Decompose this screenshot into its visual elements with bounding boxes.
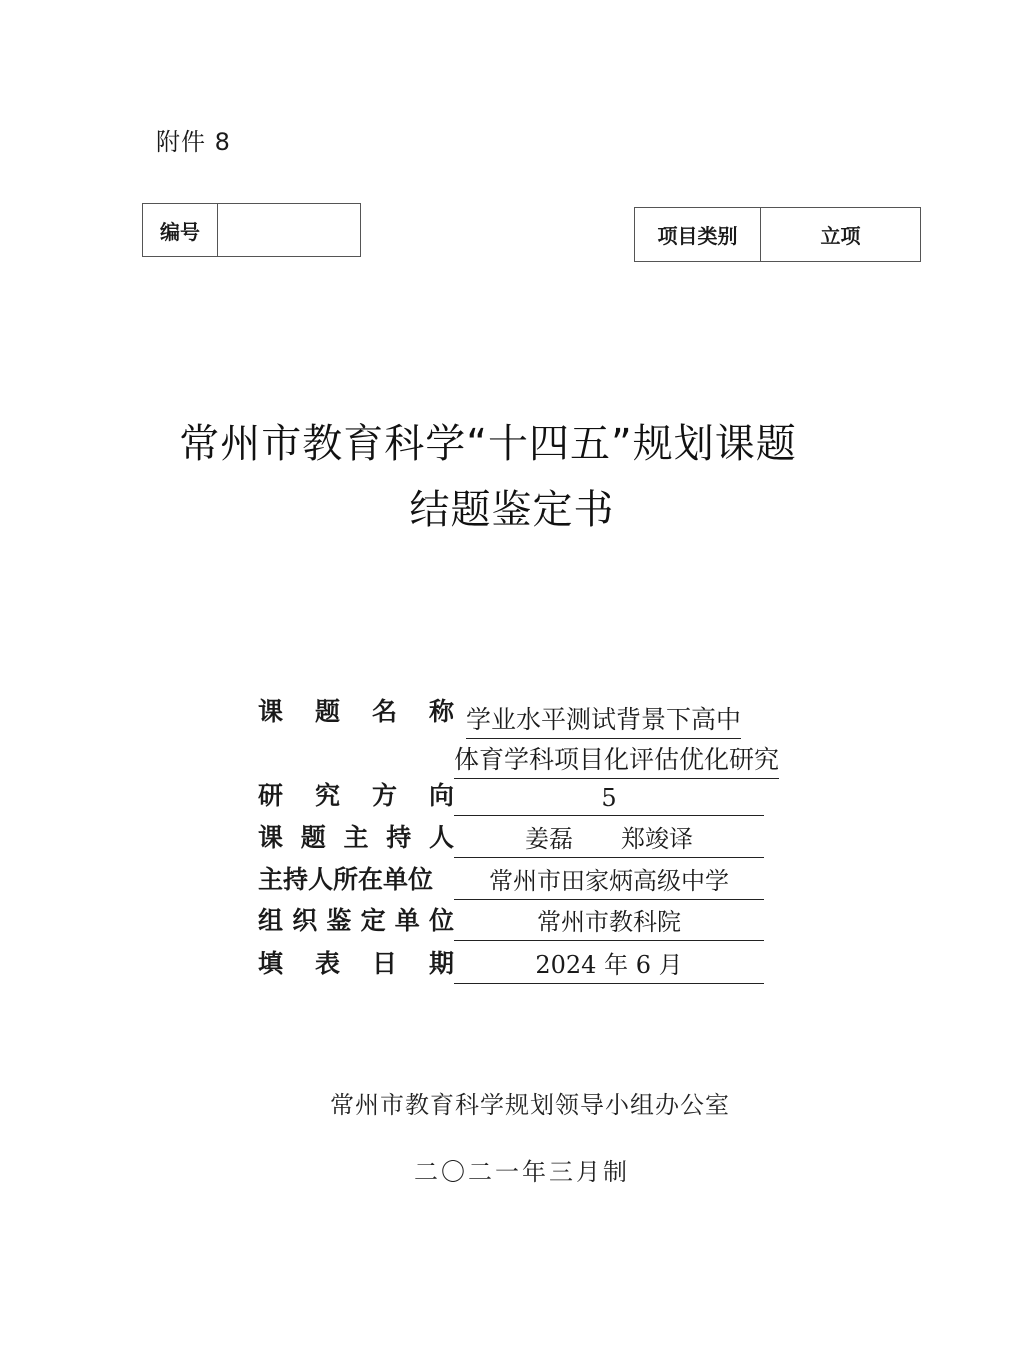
number-value [218,204,360,256]
document-subtitle: 结题鉴定书 [409,487,615,533]
number-box [142,203,361,257]
category-value: 立项 [820,224,861,248]
attachment-label: 附件 8 [156,128,231,156]
topic-label: 课 题 名 称 [258,697,454,726]
org-value: 常州市教科院 [454,902,764,941]
form-row-direction [258,778,764,816]
number-label: 编号 [143,204,218,256]
host-label: 课 题 主 持 人 [258,823,454,852]
category-label: 项目类别 [635,208,761,261]
form-row-topic [258,694,454,732]
made-date: 二〇二一年三月制 [414,1158,630,1186]
topic-value-line2: 体育学科项目化评估优化研究 [454,740,779,779]
date-value: 2024 年 6 月 [454,945,764,984]
document-title: 常州市教育科学“十四五”规划课题 [179,421,797,467]
form-row-date [258,946,764,984]
issuing-office: 常州市教育科学规划领导小组办公室 [330,1091,730,1119]
form-row-org [258,903,764,941]
unit-value: 常州市田家炳高级中学 [454,861,764,900]
host-value: 姜磊 郑竣译 [454,819,764,858]
form-row-host [258,820,764,858]
date-label: 填 表 日 期 [258,949,454,978]
direction-value: 5 [454,784,764,816]
org-label: 组 织 鉴 定 单 位 [258,906,454,935]
topic-value-line1: 学业水平测试背景下高中 [466,700,741,739]
form-row-unit [258,862,764,900]
category-box [634,207,921,262]
direction-label: 研 究 方 向 [258,781,454,810]
unit-label: 主持人所在单位 [258,865,434,894]
